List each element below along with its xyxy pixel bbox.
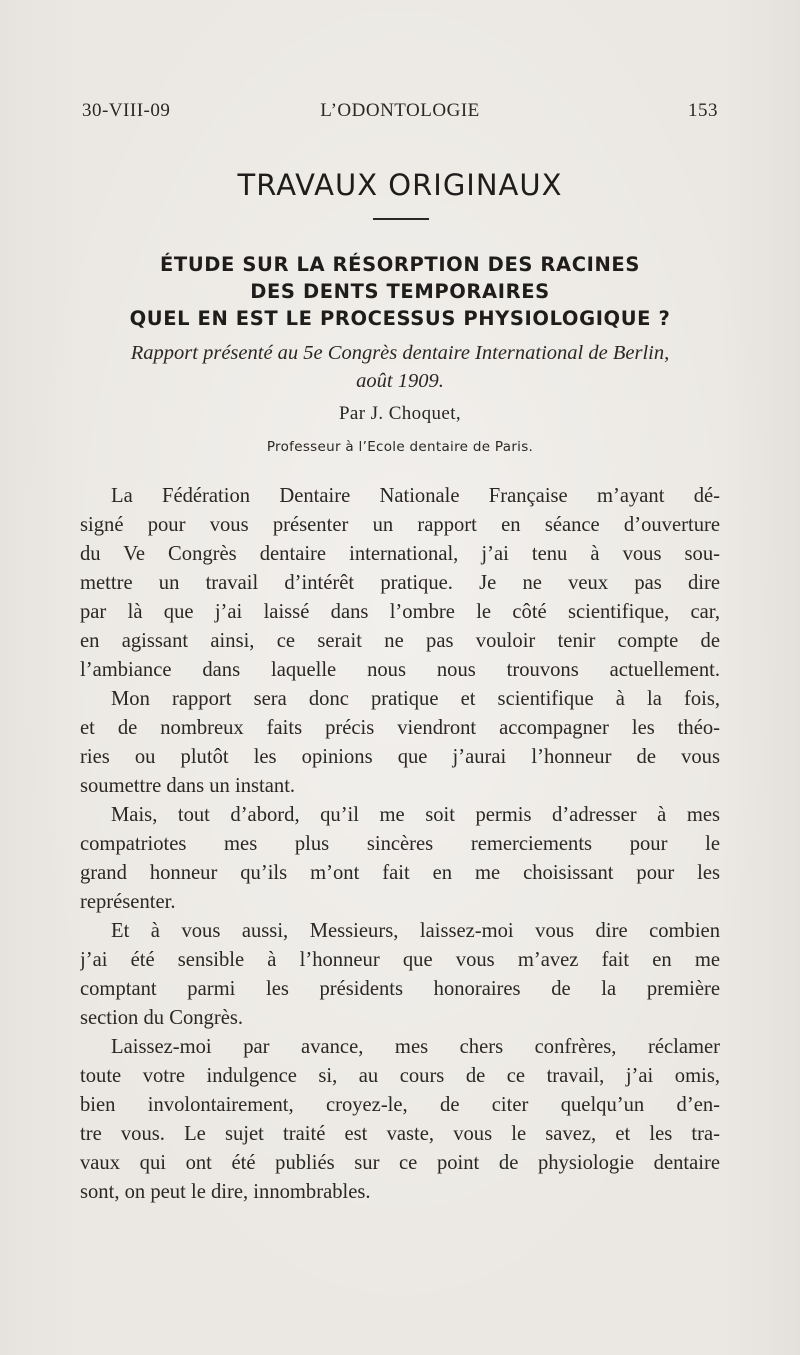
body-line: Laissez-moi par avance, mes chers confrères, réclamer (111, 1036, 720, 1058)
body-line: compatriotes mes plus sincères remerciements pour le (80, 833, 720, 855)
article-title-line-2: DES DENTS TEMPORAIRES (250, 280, 550, 303)
article-title-line-3: QUEL EN EST LE PROCESSUS PHYSIOLOGIQUE ? (129, 307, 671, 330)
body-line: sont, on peut le dire, innombrables. (80, 1181, 371, 1203)
article-title (0, 251, 800, 332)
article-title-line-1: ÉTUDE SUR LA RÉSORPTION DES RACINES (160, 253, 640, 276)
body-line: Mais, tout d’abord, qu’il me soit permis d’adresser à mes (111, 804, 720, 826)
body-line: toute votre indulgence si, au cours de ce travail, j’ai omis, (80, 1065, 720, 1087)
body-line: l’ambiance dans laquelle nous nous trouvons actuellement. (80, 659, 720, 681)
body-line: La Fédération Dentaire Nationale Française m’ayant dé- (111, 485, 720, 507)
title-divider (373, 218, 429, 220)
body-line: en agissant ainsi, ce serait ne pas vouloir tenir compte de (80, 630, 720, 652)
article-body (80, 482, 720, 1207)
author-byline: Par J. Choquet, (338, 403, 462, 424)
subtitle-line-1: Rapport présenté au 5e Congrès dentaire International de Berlin, (130, 342, 670, 364)
body-line: Mon rapport sera donc pratique et scientifique à la fois, (111, 688, 720, 710)
body-line: ries ou plutôt les opinions que j’aurai l’honneur de vous (80, 746, 720, 768)
body-line: du Ve Congrès dentaire international, j’ai tenu à vous sou- (80, 543, 720, 565)
header-page-number: 153 (688, 100, 718, 121)
subtitle-line-2: août 1909. (356, 370, 444, 392)
header-journal-name: L’ODONTOLOGIE (320, 100, 480, 121)
body-line: vaux qui ont été publiés sur ce point de physiologie dentaire (80, 1152, 720, 1174)
body-line: soumettre dans un instant. (80, 775, 296, 797)
body-line: comptant parmi les présidents honoraires de la première (80, 978, 720, 1000)
body-line: représenter. (80, 891, 176, 913)
body-line: signé pour vous présenter un rapport en séance d’ouverture (80, 514, 720, 536)
section-title: TRAVAUX ORIGINAUX (237, 168, 563, 202)
body-line: mettre un travail d’intérêt pratique. Je ne veux pas dire (80, 572, 720, 594)
body-line: et de nombreux faits précis viendront accompagner les théo- (80, 717, 720, 739)
body-line: Et à vous aussi, Messieurs, laissez-moi vous dire combien (111, 920, 720, 942)
author-affiliation: Professeur à l’Ecole dentaire de Paris. (266, 439, 534, 455)
body-line: j’ai été sensible à l’honneur que vous m’avez fait en me (80, 949, 720, 971)
article-subtitle (80, 339, 720, 395)
running-header (82, 100, 718, 124)
body-line: tre vous. Le sujet traité est vaste, vous le savez, et les tra- (80, 1123, 720, 1145)
body-line: bien involontairement, croyez-le, de citer quelqu’un d’en- (80, 1094, 720, 1116)
body-line: section du Congrès. (80, 1007, 244, 1029)
body-line: grand honneur qu’ils m’ont fait en me choisissant pour les (80, 862, 720, 884)
body-line: par là que j’ai laissé dans l’ombre le côté scientifique, car, (80, 601, 720, 623)
header-date: 30-VIII-09 (82, 100, 171, 121)
